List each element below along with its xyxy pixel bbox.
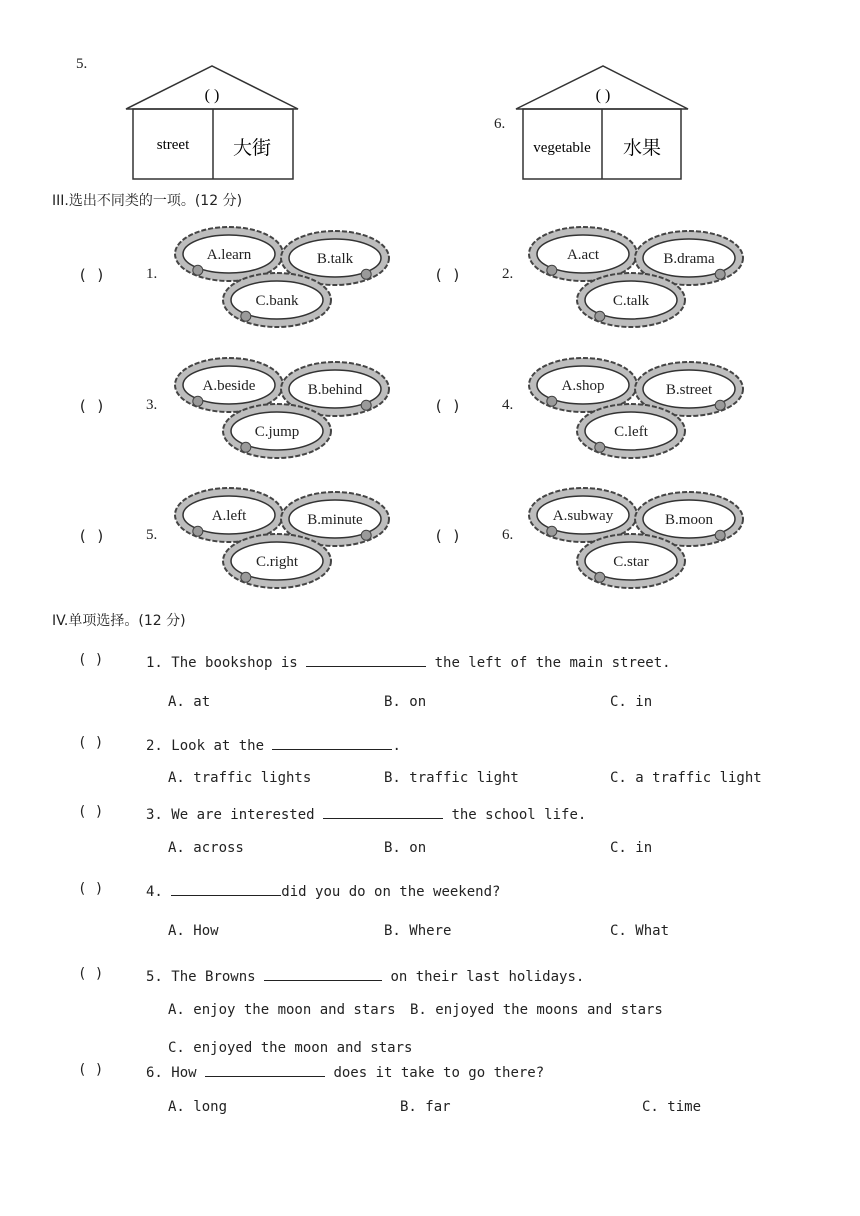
flower-icon (361, 269, 371, 279)
flower-icon (715, 269, 725, 279)
option-label: B.moon (665, 512, 713, 528)
question-before: The Browns (171, 969, 265, 985)
flower-icon (361, 400, 371, 410)
answer-bracket[interactable]: ( ) (78, 735, 104, 751)
option-a[interactable]: A. across (168, 840, 244, 856)
option-a[interactable]: A. enjoy the moon and stars (168, 1002, 396, 1018)
answer-blank[interactable] (171, 881, 281, 896)
answer-bracket[interactable]: ( ) (434, 527, 462, 545)
answer-blank[interactable] (264, 966, 382, 981)
answer-bracket[interactable]: ( ) (78, 881, 104, 897)
option-label: A.learn (206, 247, 252, 263)
option-b[interactable]: B. on (384, 840, 427, 856)
question-number: 2. (502, 266, 514, 282)
question-before: We are interested (171, 807, 324, 823)
answer-bracket[interactable]: ( ) (434, 397, 462, 415)
flower-icon (193, 526, 203, 536)
flower-icon (547, 396, 557, 406)
option-b[interactable]: B. Where (384, 923, 452, 939)
question-number: 4. (502, 397, 514, 413)
question-after: on their last holidays. (382, 969, 585, 985)
answer-blank[interactable] (205, 1062, 325, 1077)
house-5-left-word: street (156, 137, 190, 153)
question-after: does it take to go there? (325, 1065, 545, 1081)
option-label: C.jump (254, 424, 300, 440)
option-b[interactable]: B. far (400, 1099, 451, 1115)
option-c[interactable]: C. enjoyed the moon and stars (168, 1040, 413, 1056)
question-before: Look at the (171, 738, 273, 754)
option-b[interactable]: B. enjoyed the moons and stars (410, 1002, 663, 1018)
option-a[interactable]: A. long (168, 1099, 228, 1115)
question-number: 3. (146, 807, 163, 823)
option-b[interactable]: B. traffic light (384, 770, 519, 786)
answer-bracket[interactable]: ( ) (78, 652, 104, 668)
answer-bracket[interactable]: ( ) (78, 527, 106, 545)
option-b[interactable]: B. on (384, 694, 427, 710)
question-text (146, 966, 584, 985)
flower-icon (715, 400, 725, 410)
question-number: 3. (146, 397, 158, 413)
question-after: the left of the main street. (426, 655, 671, 671)
option-label: C.left (614, 424, 648, 440)
question-before: How (171, 1065, 206, 1081)
section-3-title: III.选出不同类的一项。(12 分) (52, 193, 243, 209)
option-c[interactable]: C. in (610, 840, 653, 856)
answer-bracket[interactable]: ( ) (78, 266, 106, 284)
option-bubble-c (220, 270, 334, 330)
question-before: The bookshop is (171, 655, 307, 671)
option-c[interactable]: C. in (610, 694, 653, 710)
flower-icon (241, 442, 251, 452)
section-4-title: IV.单项选择。(12 分) (52, 613, 186, 629)
option-label: B.talk (316, 251, 354, 267)
option-label: A.subway (552, 508, 614, 524)
house-6-number: 6. (494, 116, 506, 132)
question-after: . (392, 738, 401, 754)
flower-icon (361, 530, 371, 540)
question-after: did you do on the weekend? (281, 884, 501, 900)
option-bubble-c (220, 401, 334, 461)
flower-icon (241, 572, 251, 582)
question-text (146, 1062, 544, 1081)
flower-icon (547, 265, 557, 275)
option-a[interactable]: A. traffic lights (168, 770, 312, 786)
question-after: the school life. (443, 807, 587, 823)
option-label: B.street (665, 382, 713, 398)
answer-bracket[interactable]: ( ) (434, 266, 462, 284)
option-a[interactable]: A. How (168, 923, 219, 939)
option-c[interactable]: C. time (642, 1099, 702, 1115)
option-label: A.shop (561, 378, 605, 394)
question-number: 5. (146, 527, 158, 543)
flower-icon (715, 530, 725, 540)
option-label: B.drama (663, 251, 715, 267)
answer-blank[interactable] (272, 735, 392, 750)
flower-icon (595, 311, 605, 321)
question-number: 4. (146, 884, 163, 900)
answer-bracket[interactable]: ( ) (78, 804, 104, 820)
question-number: 1. (146, 655, 163, 671)
house-6-left-word: vegetable (533, 140, 591, 156)
house-5-roof-blank: ( ) (204, 87, 220, 104)
option-label: C.bank (255, 293, 299, 309)
option-a[interactable]: A. at (168, 694, 211, 710)
flower-icon (595, 572, 605, 582)
option-label: C.star (613, 554, 649, 570)
answer-bracket[interactable]: ( ) (78, 397, 106, 415)
house-5-number: 5. (76, 56, 88, 72)
option-label: A.act (566, 247, 600, 263)
flower-icon (547, 526, 557, 536)
question-number: 1. (146, 266, 158, 282)
option-label: B.minute (307, 512, 363, 528)
option-bubble-c (574, 531, 688, 591)
house-5-diagram (124, 64, 304, 184)
question-text (146, 652, 671, 671)
flower-icon (193, 265, 203, 275)
question-number: 5. (146, 969, 163, 985)
question-text (146, 804, 586, 823)
option-bubble-c (220, 531, 334, 591)
option-c[interactable]: C. What (610, 923, 670, 939)
flower-icon (193, 396, 203, 406)
question-text (146, 881, 500, 900)
option-label: A.left (211, 508, 247, 524)
option-bubble-c (574, 401, 688, 461)
question-number: 2. (146, 738, 163, 754)
house-6-roof-blank: ( ) (595, 87, 611, 104)
question-number: 6. (146, 1065, 163, 1081)
house-5-right-word: 大街 (232, 138, 272, 159)
answer-blank[interactable] (323, 804, 443, 819)
option-label: A.beside (202, 378, 256, 394)
option-label: B.behind (307, 382, 363, 398)
answer-blank[interactable] (306, 652, 426, 667)
flower-icon (595, 442, 605, 452)
flower-icon (241, 311, 251, 321)
answer-bracket[interactable]: ( ) (78, 1062, 104, 1078)
question-text (146, 735, 401, 754)
question-number: 6. (502, 527, 514, 543)
option-bubble-c (574, 270, 688, 330)
answer-bracket[interactable]: ( ) (78, 966, 104, 982)
house-6-right-word: 水果 (622, 138, 662, 159)
option-c[interactable]: C. a traffic light (610, 770, 762, 786)
option-label: C.right (255, 554, 299, 570)
house-6-diagram (514, 64, 692, 184)
option-label: C.talk (612, 293, 650, 309)
